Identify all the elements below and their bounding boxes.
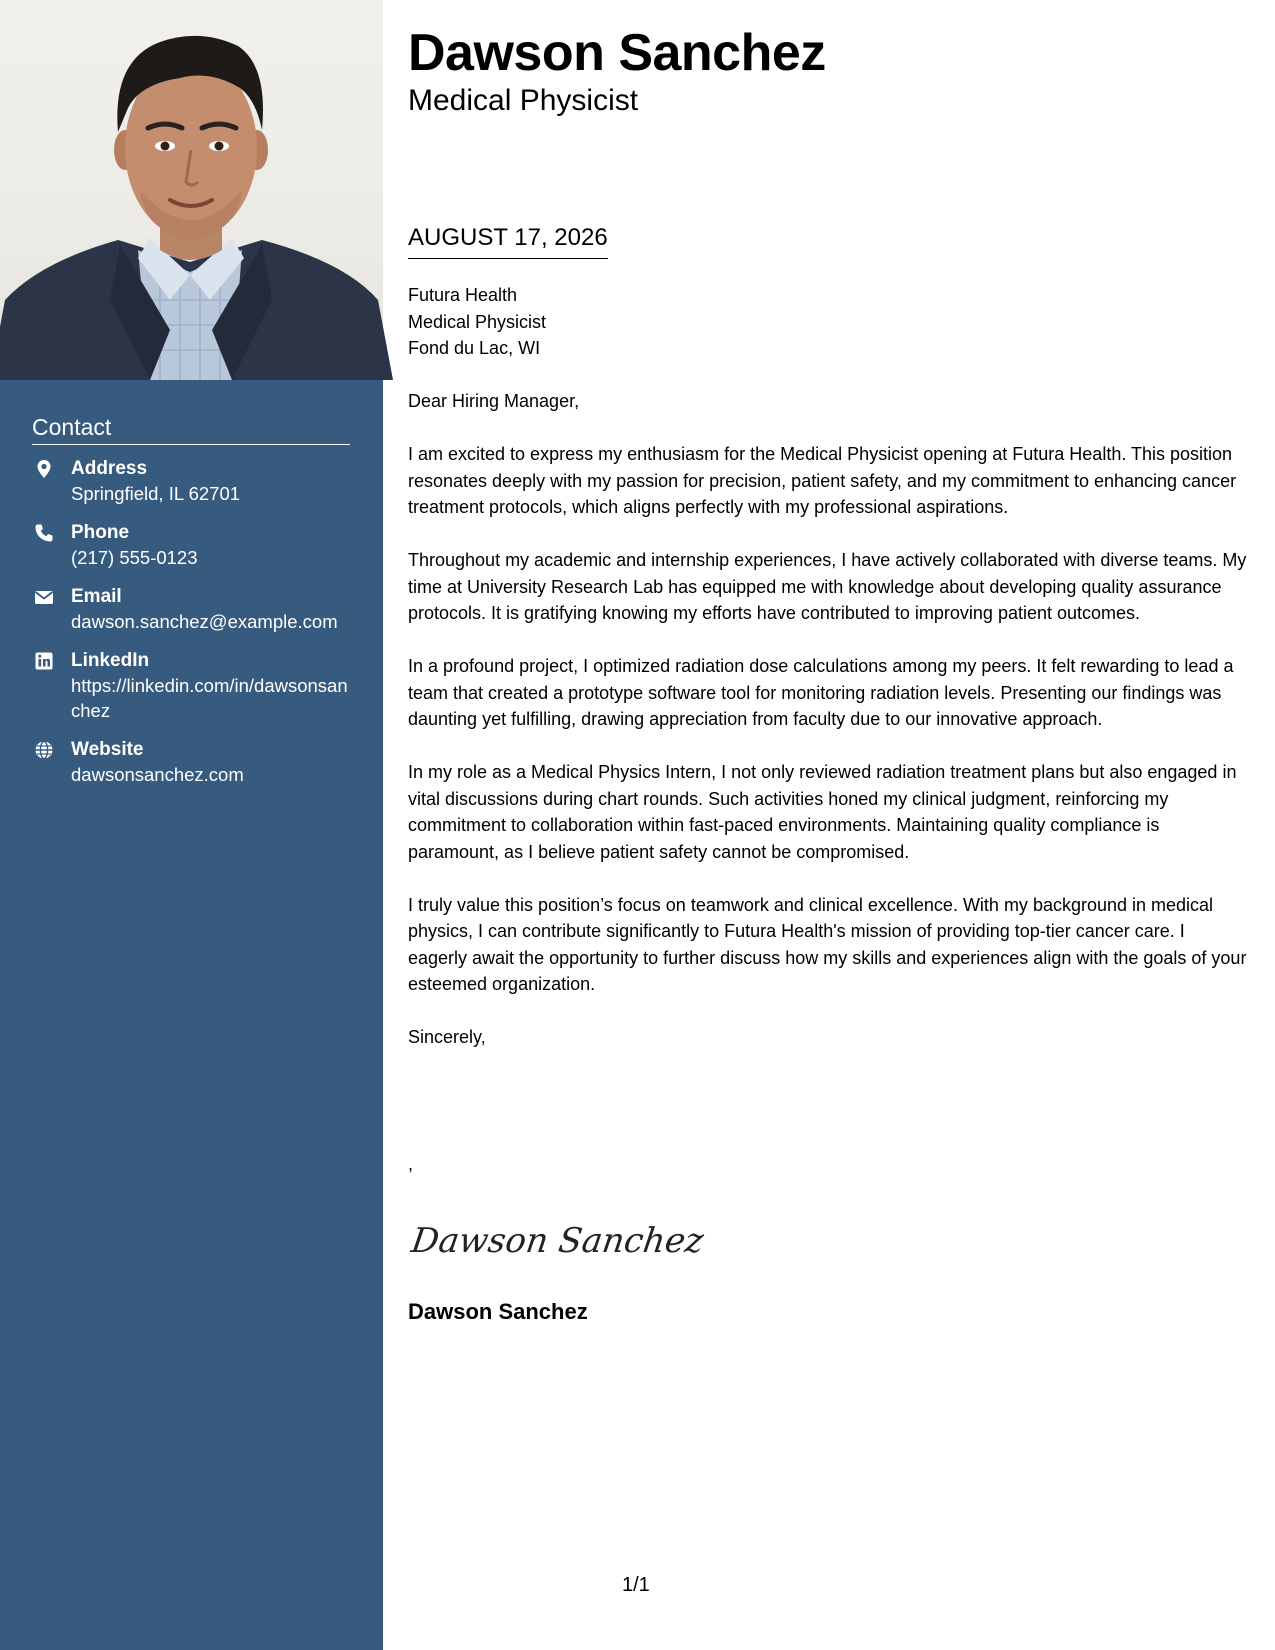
- contact-heading: Contact: [32, 412, 350, 445]
- contact-label: Website: [71, 739, 144, 760]
- signature-comma: ,: [408, 1154, 414, 1174]
- letter-paragraph: I am excited to express my enthusiasm for the Medical Physicist opening at Futura Health. This position resonates deeply with my passion for precision, patient safety, and my commitment to enhancing cancer treatment protocols, which aligns perfectly with my professional aspirations.: [408, 444, 1237, 517]
- website-value[interactable]: dawsonsanchez.com: [71, 764, 244, 785]
- recipient-block: [408, 282, 546, 362]
- contact-section: [32, 412, 350, 802]
- signature-text: Dawson Sanchez: [408, 1221, 707, 1261]
- contact-email: [32, 585, 350, 634]
- contact-phone: [32, 521, 350, 570]
- handwritten-signature: [408, 1210, 707, 1270]
- profile-photo: [0, 0, 383, 380]
- phone-icon: [34, 523, 54, 543]
- contact-linkedin: [32, 649, 350, 723]
- envelope-icon: [34, 587, 54, 607]
- page-number: 1/1: [622, 1574, 650, 1596]
- salutation: Dear Hiring Manager,: [408, 391, 580, 411]
- phone-value: (217) 555-0123: [71, 547, 198, 568]
- signed-name: Dawson Sanchez: [408, 1299, 588, 1324]
- recipient-company: Futura Health: [408, 285, 518, 305]
- letter-paragraph: Throughout my academic and internship experiences, I have actively collaborated with diverse teams. My time at University Research Lab has equipped me with knowledge about developing quality assurance protocols. It is gratifying knowing my efforts have contributed to improving patient outcomes.: [408, 550, 1247, 623]
- contact-label: Phone: [71, 522, 130, 543]
- linkedin-value[interactable]: https://linkedin.com/in/dawsonsanchez: [71, 675, 348, 721]
- contact-label: LinkedIn: [71, 650, 150, 671]
- closing: Sincerely,: [408, 1027, 486, 1047]
- map-pin-icon: [34, 459, 54, 479]
- address-value: Springfield, IL 62701: [71, 483, 241, 504]
- contact-label: Address: [71, 458, 148, 479]
- recipient-position: Medical Physicist: [408, 311, 547, 332]
- letter-paragraph: In my role as a Medical Physics Intern, I not only reviewed radiation treatment plans but also engaged in vital discussions during chart rounds. Such activities honed my clinical judgment, reinforcing my commitment to collaboration within fast-paced environments. Maintaining quality compliance is paramount, as I believe patient safety cannot be compromised.: [408, 762, 1237, 862]
- contact-address: [32, 457, 350, 506]
- email-value[interactable]: dawson.sanchez@example.com: [71, 611, 338, 632]
- contact-label: Email: [71, 586, 122, 607]
- letter-paragraph: I truly value this position’s focus on teamwork and clinical excellence. With my background in medical physics, I can contribute significantly to Futura Health's mission of providing top-tier cancer care. I eagerly await the opportunity to further discuss how my skills and experiences align with the goals of your esteemed organization.: [408, 894, 1247, 994]
- letter-content: [408, 388, 1248, 1077]
- sidebar: [0, 0, 383, 1650]
- applicant-title: Medical Physicist: [408, 84, 639, 117]
- letter-paragraph: In a profound project, I optimized radiation dose calculations among my peers. It felt rewarding to lead a team that created a prototype software tool for monitoring radiation levels. Presenting our findings was daunting yet fulfilling, drawing appreciation from faculty due to our innovative approach.: [408, 656, 1234, 729]
- letter-date: AUGUST 17, 2026: [408, 222, 608, 259]
- globe-icon: [34, 740, 54, 760]
- contact-website: [32, 738, 350, 787]
- linkedin-icon: [34, 651, 54, 671]
- recipient-location: Fond du Lac, WI: [408, 338, 541, 358]
- applicant-name: Dawson Sanchez: [408, 24, 826, 82]
